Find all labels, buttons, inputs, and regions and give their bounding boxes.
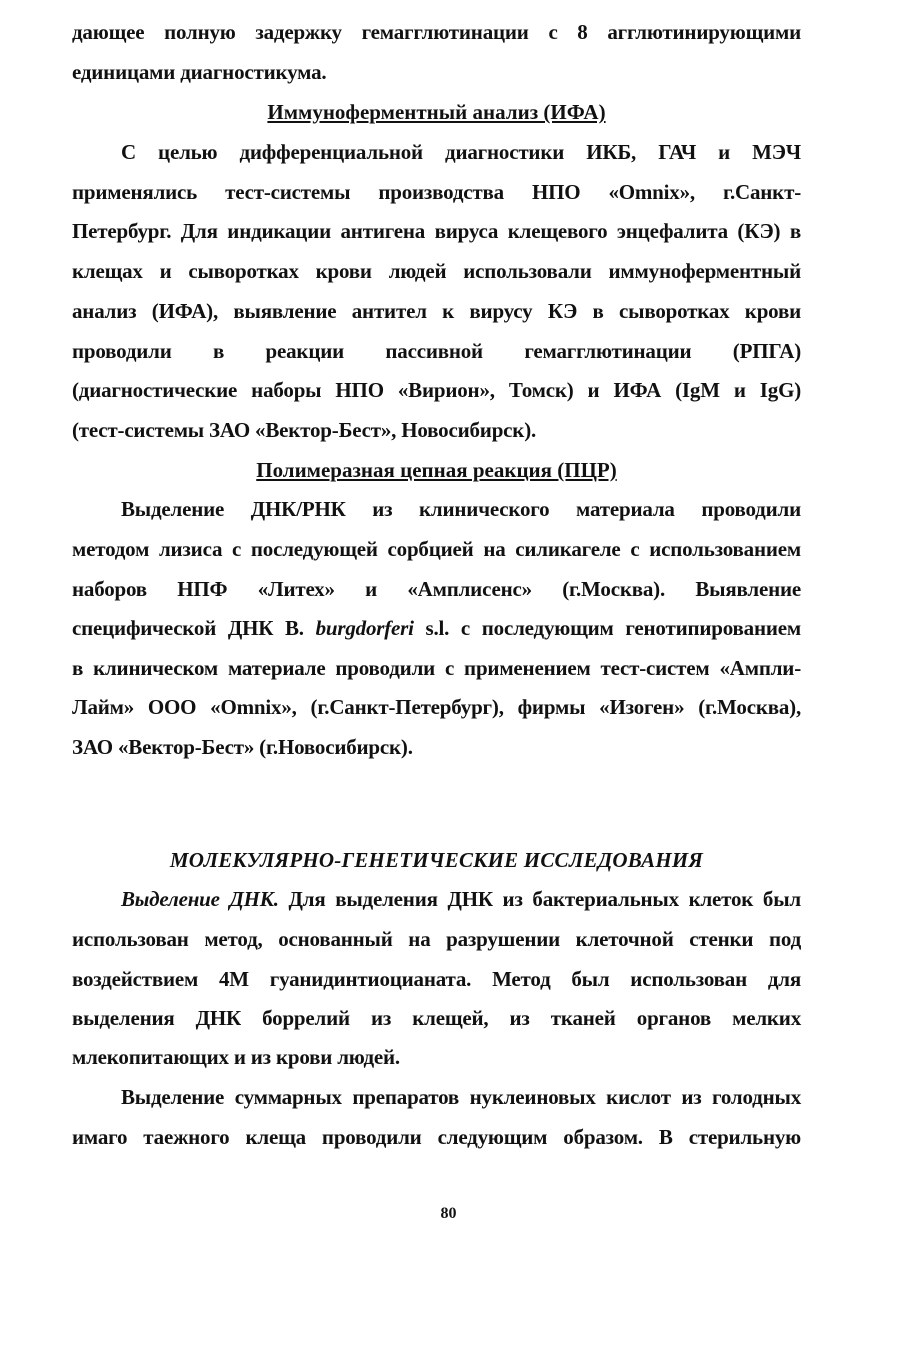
text-line: (диагностические наборы НПО «Вирион», Томск) и ИФА (IgM и IgG)	[72, 378, 801, 402]
run-in-heading: Выделение ДНК.	[121, 887, 279, 911]
text-line: С целью дифференциальной диагностики ИКБ, ГАЧ и МЭЧ	[121, 140, 801, 164]
text-line: наборов НПФ «Литех» и «Амплисенс» (г.Москва). Выявление	[72, 577, 801, 601]
text-line: в клиническом материале проводили с применением тест-систем «Ампли-	[72, 656, 801, 680]
text-line: имаго таежного клеща проводили следующим образом. В стерильную	[72, 1125, 801, 1149]
text-fragment: Для выделения ДНК из бактериальных клеток был	[278, 887, 801, 911]
text-line	[72, 884, 801, 914]
text-line: единицами диагностикума.	[72, 60, 327, 84]
section-heading-pcr: Полимеразная цепная реакция (ПЦР)	[256, 458, 617, 482]
text-line: использован метод, основанный на разрушении клеточной стенки под	[72, 927, 801, 951]
text-line: млекопитающих и из крови людей.	[72, 1045, 400, 1069]
text-fragment: специфической ДНК B.	[72, 616, 316, 640]
text-line: воздействием 4М гуанидинтиоцианата. Метод был использован для	[72, 967, 801, 991]
text-line: дающее полную задержку гемагглютинации с 8 агглютинирующими	[72, 20, 801, 44]
section-heading-ifa: Иммуноферментный анализ (ИФА)	[267, 100, 606, 124]
text-line: Выделение ДНК/РНК из клинического материала проводили	[121, 497, 801, 521]
text-line: применялись тест-системы производства НПО «Omnix», г.Санкт-	[72, 180, 801, 204]
page-number: 80	[440, 1205, 457, 1222]
text-line: (тест-системы ЗАО «Вектор-Бест», Новосибирск).	[72, 418, 537, 442]
text-line: ЗАО «Вектор-Бест» (г.Новосибирск).	[72, 735, 413, 759]
text-line: Лайм» ООО «Omnix», (г.Санкт-Петербург), фирмы «Изоген» (г.Москва),	[72, 695, 801, 719]
text-line: проводили в реакции пассивной гемагглютинации (РПГА)	[72, 339, 801, 363]
text-line	[72, 613, 801, 643]
text-line: Выделение суммарных препаратов нуклеиновых кислот из голодных	[121, 1085, 801, 1109]
text-line: Петербург. Для индикации антигена вируса клещевого энцефалита (КЭ) в	[72, 219, 801, 243]
text-line: выделения ДНК боррелий из клещей, из тканей органов мелких	[72, 1006, 801, 1030]
text-fragment: s.l. с последующим генотипированием	[413, 616, 801, 640]
text-line: клещах и сыворотках крови людей использовали иммуноферментный	[72, 259, 801, 283]
text-line: методом лизиса с последующей сорбцией на силикагеле с использованием	[72, 537, 801, 561]
species-name: burgdorferi	[315, 616, 414, 640]
text-line: анализ (ИФА), выявление антител к вирусу КЭ в сыворотках крови	[72, 299, 801, 323]
section-heading-molecular: МОЛЕКУЛЯРНО-ГЕНЕТИЧЕСКИЕ ИССЛЕДОВАНИЯ	[169, 848, 704, 872]
